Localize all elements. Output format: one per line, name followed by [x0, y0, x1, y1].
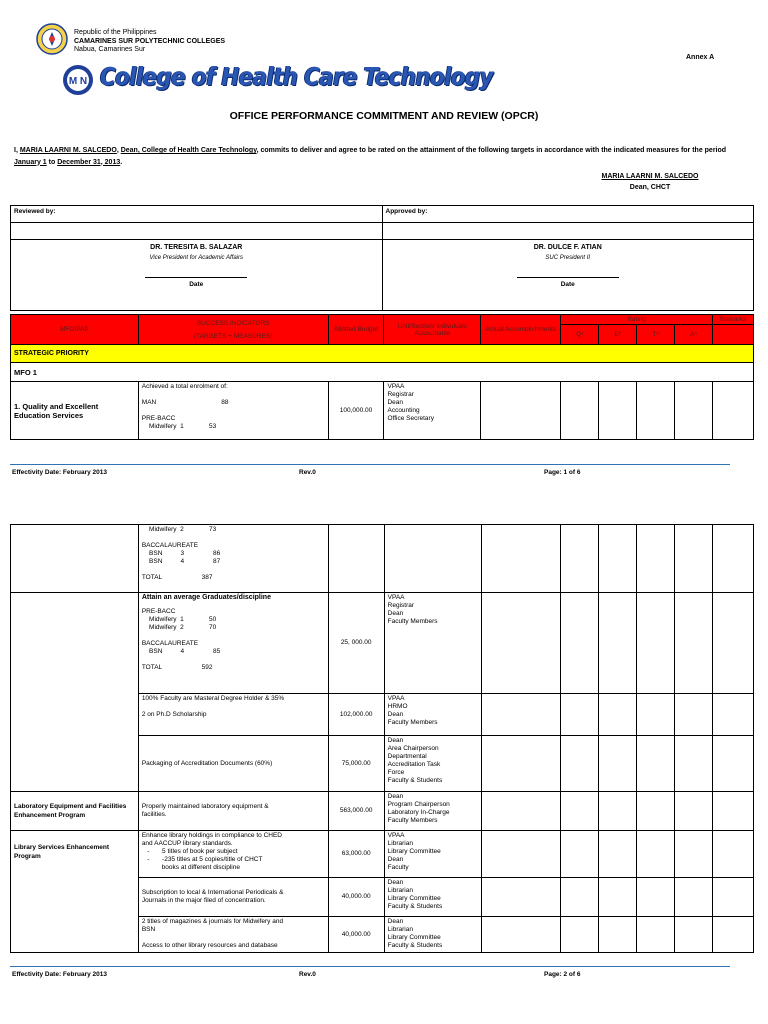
- approved-by-label: Approved by:: [382, 206, 754, 223]
- empty-cell: [599, 382, 637, 440]
- signer-title: Dean, CHCT: [629, 184, 671, 191]
- institution-seal-icon: [36, 23, 68, 55]
- empty-cell: [675, 525, 713, 593]
- footer-rev: Rev.0: [299, 469, 316, 476]
- commit-text: I,: [14, 147, 20, 154]
- budget-cell: 40,000.00: [328, 917, 384, 953]
- indicator-cell: Subscription to local & International Periodicals & Journals in the major filed of concentration.: [138, 878, 328, 917]
- blank-cell: [382, 223, 754, 240]
- signature-line: [517, 277, 619, 278]
- approver-title: SUC President II: [545, 255, 591, 261]
- empty-cell: [713, 525, 754, 593]
- empty-cell: [713, 831, 754, 878]
- college-title: College of Health Care Technology: [100, 62, 493, 91]
- empty-cell: [713, 792, 754, 831]
- empty-cell: [599, 593, 637, 694]
- empty-cell: [599, 878, 637, 917]
- empty-cell: [637, 382, 675, 440]
- blank-cell: [11, 223, 383, 240]
- indicator-cell: 2 titles of magazines & journals for Midwifery and BSN Access to other library resources and database: [138, 917, 328, 953]
- col-success: [138, 315, 328, 345]
- col-unit: Unit/Section/ Individuals Accountable: [384, 315, 481, 345]
- empty-cell: [481, 382, 561, 440]
- empty-cell: [561, 694, 599, 736]
- col-success-1: SUCCESS INDICATORS: [196, 319, 270, 327]
- mfo-label: MFO 1: [11, 363, 754, 382]
- empty-cell: [637, 694, 675, 736]
- unit-cell: Dean Librarian Library Committee Faculty & Students: [384, 878, 481, 917]
- approver-cell: [382, 240, 754, 311]
- indicator-cell: [138, 593, 328, 694]
- unit-cell: Dean Program Chairperson Laboratory In-Charge Faculty Members: [384, 792, 481, 831]
- empty-cell: [481, 917, 561, 953]
- indicator-cell: Enhance library holdings in compliance to CHED and AACCUP library standards. - 5 titles of book per subject - -235 titles at 5 copies/title of CHCT books at different discipline: [138, 831, 328, 878]
- empty-cell: [11, 593, 139, 792]
- unit-cell: VPAA Registrar Dean Accounting Office Secretary: [384, 382, 481, 440]
- commit-text: ,: [116, 147, 121, 154]
- col-remarks-blank: [712, 325, 753, 345]
- college-logo-icon: [62, 64, 94, 96]
- empty-cell: [481, 593, 561, 694]
- empty-cell: [328, 525, 384, 593]
- opcr-table-page1: [10, 314, 754, 440]
- footer-rule: [10, 464, 730, 465]
- empty-cell: [481, 831, 561, 878]
- empty-cell: [599, 694, 637, 736]
- empty-cell: [637, 831, 675, 878]
- opcr-table-page2: [10, 524, 754, 953]
- empty-cell: [713, 694, 754, 736]
- date-label: Date: [560, 281, 575, 288]
- empty-cell: [599, 917, 637, 953]
- budget-cell: 75,000.00: [328, 736, 384, 792]
- empty-cell: [481, 525, 561, 593]
- mfo-name: Laboratory Equipment and Facilities Enhancement Program: [11, 792, 139, 831]
- empty-cell: [481, 878, 561, 917]
- table-row: [11, 831, 754, 878]
- reviewer-title: Vice President for Academic Affairs: [149, 255, 243, 261]
- empty-cell: [481, 694, 561, 736]
- unit-cell: Dean Librarian Library Committee Faculty & Students: [384, 917, 481, 953]
- institution-location: Nabua, Camarines Sur: [74, 46, 146, 53]
- commit-text: .: [120, 158, 123, 166]
- approver-name: DR. DULCE F. ATIAN: [533, 244, 602, 251]
- col-success-2: (TARGETS + MEASURES): [193, 332, 273, 340]
- col-t: T³: [637, 325, 675, 345]
- indicator-cell: Properly maintained laboratory equipment & facilities.: [138, 792, 328, 831]
- empty-cell: [675, 593, 713, 694]
- republic-text: Republic of the Philippines: [74, 29, 157, 36]
- col-q: Q¹: [561, 325, 599, 345]
- empty-cell: [675, 831, 713, 878]
- empty-cell: [561, 792, 599, 831]
- empty-cell: [675, 878, 713, 917]
- empty-cell: [561, 917, 599, 953]
- indicator-cell: 100% Faculty are Masteral Degree Holder & 35% 2 on Ph.D Scholarship: [138, 694, 328, 736]
- empty-cell: [712, 382, 753, 440]
- institution-name: CAMARINES SUR POLYTECHNIC COLLEGES: [74, 37, 226, 45]
- reviewer-name: DR. TERESITA B. SALAZAR: [150, 244, 243, 251]
- footer-effectivity: Effectivity Date: February 2013: [12, 971, 108, 978]
- empty-cell: [599, 831, 637, 878]
- period-start: January 1: [14, 158, 47, 166]
- signer-name: MARIA LAARNI M. SALCEDO: [601, 173, 699, 180]
- unit-cell: VPAA HRMO Dean Faculty Members: [384, 694, 481, 736]
- empty-cell: [675, 736, 713, 792]
- footer-page: Page: 2 of 6: [544, 971, 581, 978]
- budget-cell: 100,000.00: [328, 382, 384, 440]
- empty-cell: [561, 593, 599, 694]
- institution-block: [74, 29, 225, 55]
- unit-cell: VPAA Registrar Dean Faculty Members: [384, 593, 481, 694]
- footer-effectivity: Effectivity Date: February 2013: [12, 469, 108, 476]
- empty-cell: [637, 878, 675, 917]
- commit-text: , commits to deliver and agree to be rated on the attainment of the following targets in accordance with the indicated measures for the period: [256, 147, 727, 154]
- period-end: December 31, 2013: [57, 158, 121, 166]
- empty-cell: [561, 382, 599, 440]
- table-row: [11, 525, 754, 593]
- empty-cell: [561, 525, 599, 593]
- budget-cell: 563,000.00: [328, 792, 384, 831]
- empty-cell: [713, 593, 754, 694]
- indicator-body: PRE-BACC Midwifery 1 50 Midwifery 2 70 BACCALAUREATE BSN 4 85 TOTAL 592: [141, 608, 221, 671]
- page-title: OFFICE PERFORMANCE COMMITMENT AND REVIEW (OPCR): [229, 110, 539, 122]
- mfo-name: Library Services Enhancement Program: [11, 831, 139, 953]
- indicator-title: Attain an average Graduates/discipline: [141, 594, 271, 601]
- signature-line: [145, 277, 247, 278]
- footer-rule: [10, 966, 730, 967]
- footer-page: Page: 1 of 6: [544, 469, 581, 476]
- col-remarks: Remarks: [712, 315, 753, 325]
- empty-cell: [561, 878, 599, 917]
- commit-position: Dean, College of Health Care Technology: [120, 147, 257, 154]
- table-row: [11, 792, 754, 831]
- annex-label: Annex A: [686, 54, 715, 61]
- review-table: [10, 205, 754, 311]
- indicator-cell: Packaging of Accreditation Documents (60%): [138, 736, 328, 792]
- empty-cell: [637, 593, 675, 694]
- commit-text: to: [46, 158, 58, 166]
- empty-cell: [675, 792, 713, 831]
- empty-cell: [637, 525, 675, 593]
- empty-cell: [675, 694, 713, 736]
- empty-cell: [384, 525, 481, 593]
- commit-name: MARIA LAARNI M. SALCEDO: [19, 147, 117, 154]
- empty-cell: [675, 382, 713, 440]
- budget-cell: 63,000.00: [328, 831, 384, 878]
- col-e: E²: [599, 325, 637, 345]
- empty-cell: [675, 917, 713, 953]
- unit-cell: VPAA Librarian Library Committee Dean Faculty: [384, 831, 481, 878]
- empty-cell: [599, 792, 637, 831]
- unit-cell: Dean Area Chairperson Departmental Accreditation Task Force Faculty & Students: [384, 736, 481, 792]
- indicator-cell: Midwifery 2 73 BACCALAUREATE BSN 3 86 BSN 4 87 TOTAL 387: [138, 525, 328, 593]
- col-a: A⁴: [675, 325, 713, 345]
- empty-cell: [599, 525, 637, 593]
- strategic-priority: STRATEGIC PRIORITY: [11, 345, 754, 363]
- empty-cell: [481, 792, 561, 831]
- commitment-statement: [14, 145, 734, 168]
- budget-cell: 25, 000.00: [328, 593, 384, 694]
- empty-cell: [713, 736, 754, 792]
- empty-cell: [561, 831, 599, 878]
- empty-cell: [637, 736, 675, 792]
- empty-cell: [637, 792, 675, 831]
- col-budget: Allotted Budget: [328, 315, 384, 345]
- reviewer-cell: [11, 240, 383, 311]
- svg-text:M N: M N: [68, 76, 88, 87]
- budget-cell: 102,000.00: [328, 694, 384, 736]
- reviewed-by-label: Reviewed by:: [11, 206, 383, 223]
- table-row: [11, 382, 754, 440]
- empty-cell: [599, 736, 637, 792]
- signer-block: [590, 171, 710, 193]
- empty-cell: [561, 736, 599, 792]
- empty-cell: [713, 917, 754, 953]
- table-row: [11, 593, 754, 694]
- empty-cell: [637, 917, 675, 953]
- indicator-cell: Achieved a total enrolment of: MAN 88 PRE-BACC Midwifery 1 53: [138, 382, 328, 440]
- col-rating: Rating: [561, 315, 713, 325]
- empty-cell: [481, 736, 561, 792]
- col-mfo: MFO/PAP: [11, 315, 139, 345]
- empty-cell: [11, 525, 139, 593]
- col-actual: Actual Accomplishments: [481, 315, 561, 345]
- mfo-name: 1. Quality and Excellent Education Services: [11, 382, 139, 440]
- empty-cell: [713, 878, 754, 917]
- budget-cell: 40,000.00: [328, 878, 384, 917]
- footer-rev: Rev.0: [299, 971, 316, 978]
- date-label: Date: [189, 281, 204, 288]
